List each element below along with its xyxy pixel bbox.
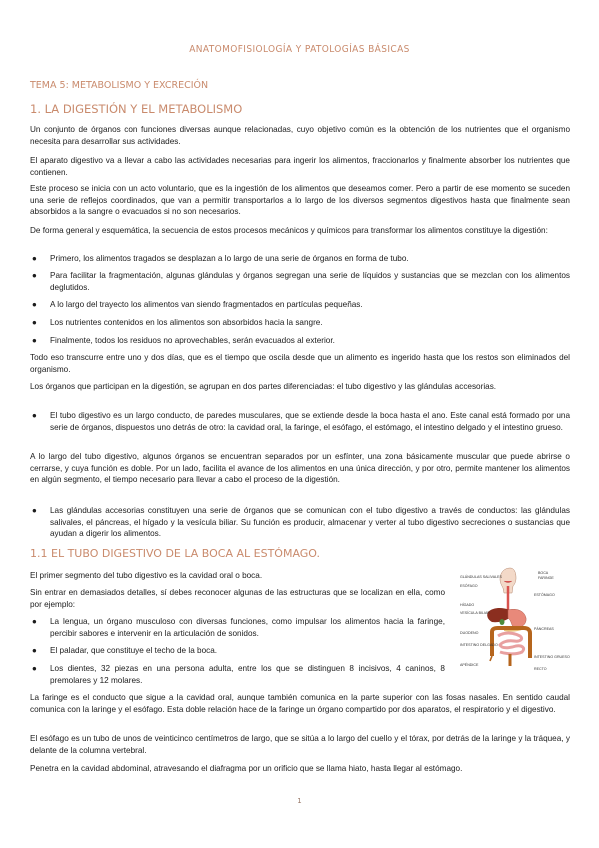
- bullet-item: ● La lengua, un órgano musculoso con diversas funciones, como impulsar los alimentos hacia la faringe, percibir sabores e intervenir en la articulación de sonidos.: [32, 617, 445, 638]
- bullet-icon: ●: [32, 300, 37, 309]
- figure-label: HÍGADO: [460, 603, 475, 607]
- figure-label: APÉNDICE: [460, 663, 479, 667]
- bullet-item: ● Primero, los alimentos tragados se desplazan a lo largo de una serie de órganos en forma de tubo.: [32, 254, 409, 263]
- paragraph: Un conjunto de órganos con funciones diversas aunque relacionadas, cuyo objetivo común es la obtención de los nutrientes que el organismo necesita para desarrollar sus actividades.: [30, 125, 570, 146]
- page-number: 1: [297, 797, 302, 805]
- bullet-item: ● Las glándulas accesorias constituyen una serie de órganos que se comunican con el tubo digestivo a través de conductos: las glándulas salivales, el páncreas, el hígado y la vesícula biliar. Su función es producir, almacenar y verter al tubo digestivo secreciones o sustancias que ayudan a digerir los alimentos.: [32, 506, 570, 539]
- paragraph: A lo largo del tubo digestivo, algunos órganos se encuentran separados por un esfínter, una zona básicamente muscular que puede abrirse o cerrarse, y cuya función es doble. Por un lado, facilita el avance de los alimentos en una única dirección, y por otro, permite mantener los alimentos en algún segmento, el tiempo necesario para llevar a cabo el proceso de la digestión.: [30, 452, 570, 485]
- figure-label: ESTÓMAGO: [534, 593, 555, 597]
- bullet-item: ● El paladar, que constituye el techo de la boca.: [32, 646, 218, 655]
- paragraph: De forma general y esquemática, la secuencia de estos procesos mecánicos y químicos para transformar los alimentos constituye la digestión:: [30, 226, 548, 235]
- bullet-icon: ●: [32, 318, 37, 327]
- paragraph: Los órganos que participan en la digestión, se agrupan en dos partes diferenciadas: el tubo digestivo y las glándulas accesorias.: [30, 382, 497, 391]
- paragraph: El primer segmento del tubo digestivo es la cavidad oral o boca.: [30, 571, 263, 580]
- figure-label: PÁNCREAS: [534, 627, 554, 631]
- document-header: ANATOMOFISIOLOGÍA Y PATOLOGÍAS BÁSICAS: [189, 44, 410, 55]
- figure-label: INTESTINO GRUESO: [534, 655, 570, 659]
- figure-label: VESÍCULA BILIAR: [460, 611, 490, 615]
- bullet-item: ● Finalmente, todos los residuos no aprovechables, serán evacuados al exterior.: [32, 336, 335, 345]
- bullet-icon: ●: [32, 411, 37, 420]
- paragraph: El aparato digestivo va a llevar a cabo las actividades necesarias para ingerir los alimentos, fraccionarlos y finalmente absorber los nutrientes que contienen.: [30, 156, 570, 177]
- section-heading-1-1: 1.1 EL TUBO DIGESTIVO DE LA BOCA AL ESTÓMAGO.: [30, 547, 321, 560]
- topic-title: TEMA 5: METABOLISMO Y EXCRECIÓN: [30, 80, 209, 91]
- bullet-icon: ●: [32, 271, 37, 280]
- digestive-system-illustration: [458, 566, 573, 681]
- paragraph: Sin entrar en demasiados detalles, sí debes reconocer algunas de las estructuras que se localizan en ella, como por ejemplo:: [30, 588, 445, 609]
- paragraph: La faringe es el conducto que sigue a la cavidad oral, aunque también comunica en la parte superior con las fosas nasales. En sentido caudal comunica con la laringe y el esófago. Esta doble relación hace de la faringe un órgano compartido por dos aparatos, el respiratorio y el digestivo.: [30, 693, 570, 714]
- figure-label: BOCA: [538, 571, 549, 575]
- paragraph: El esófago es un tubo de unos de veinticinco centímetros de largo, que se sitúa a lo largo del cuello y el tórax, por detrás de la laringe y la tráquea, y delante de la columna vertebral.: [30, 734, 570, 755]
- bullet-icon: ●: [32, 664, 37, 673]
- figure-label: INTESTINO DELGADO: [460, 643, 498, 647]
- bullet-icon: ●: [32, 336, 37, 345]
- bullet-item: ● El tubo digestivo es un largo conducto, de paredes musculares, que se extiende desde la boca hasta el ano. Este canal está formado por una serie de órganos, dispuestos uno detrás de otro: la cavidad oral, la faringe, el esófago, el estómago, el intestino delgado y el intestino grueso.: [32, 411, 570, 432]
- figure-label: FARINGE: [538, 576, 554, 580]
- bullet-icon: ●: [32, 506, 37, 515]
- section-heading-1: 1. LA DIGESTIÓN Y EL METABOLISMO: [30, 102, 243, 116]
- paragraph: Este proceso se inicia con un acto voluntario, que es la ingestión de los alimentos que deseamos comer. Pero a partir de ese momento se suceden una serie de reflejos coordinados, que van a permitir transportarlos a lo largo de los diversos segmentos digestivos hasta que finalmente sean absorbidos a la sangre o evacuados si no son necesarios.: [30, 184, 570, 217]
- figure-label: RECTO: [534, 667, 547, 671]
- figure-label: GLÁNDULAS SALIVALES: [460, 575, 502, 579]
- bullet-icon: ●: [32, 646, 37, 655]
- bullet-item: ● Para facilitar la fragmentación, algunas glándulas y órganos segregan una serie de líquidos y sustancias que se mezclan con los alimentos deglutidos.: [32, 271, 570, 292]
- bullet-item: ● Los dientes, 32 piezas en una persona adulta, entre los que se distinguen 8 incisivos, 4 caninos, 8 premolares y 12 molares.: [32, 664, 445, 685]
- bullet-icon: ●: [32, 617, 37, 626]
- bullet-item: ● A lo largo del trayecto los alimentos van siendo fragmentados en partículas pequeñas.: [32, 300, 363, 309]
- paragraph: Todo eso transcurre entre uno y dos días, que es el tiempo que oscila desde que un alimento es ingerido hasta que los restos son eliminados del organismo.: [30, 353, 570, 374]
- figure-label: ESÓFAGO: [460, 584, 478, 588]
- paragraph: Penetra en la cavidad abdominal, atravesando el diafragma por un orificio que se llama hiato, hasta llegar al estómago.: [30, 764, 463, 773]
- figure-label: DUODENO: [460, 631, 479, 635]
- bullet-icon: ●: [32, 254, 37, 263]
- bullet-item: ● Los nutrientes contenidos en los alimentos son absorbidos hacia la sangre.: [32, 318, 323, 327]
